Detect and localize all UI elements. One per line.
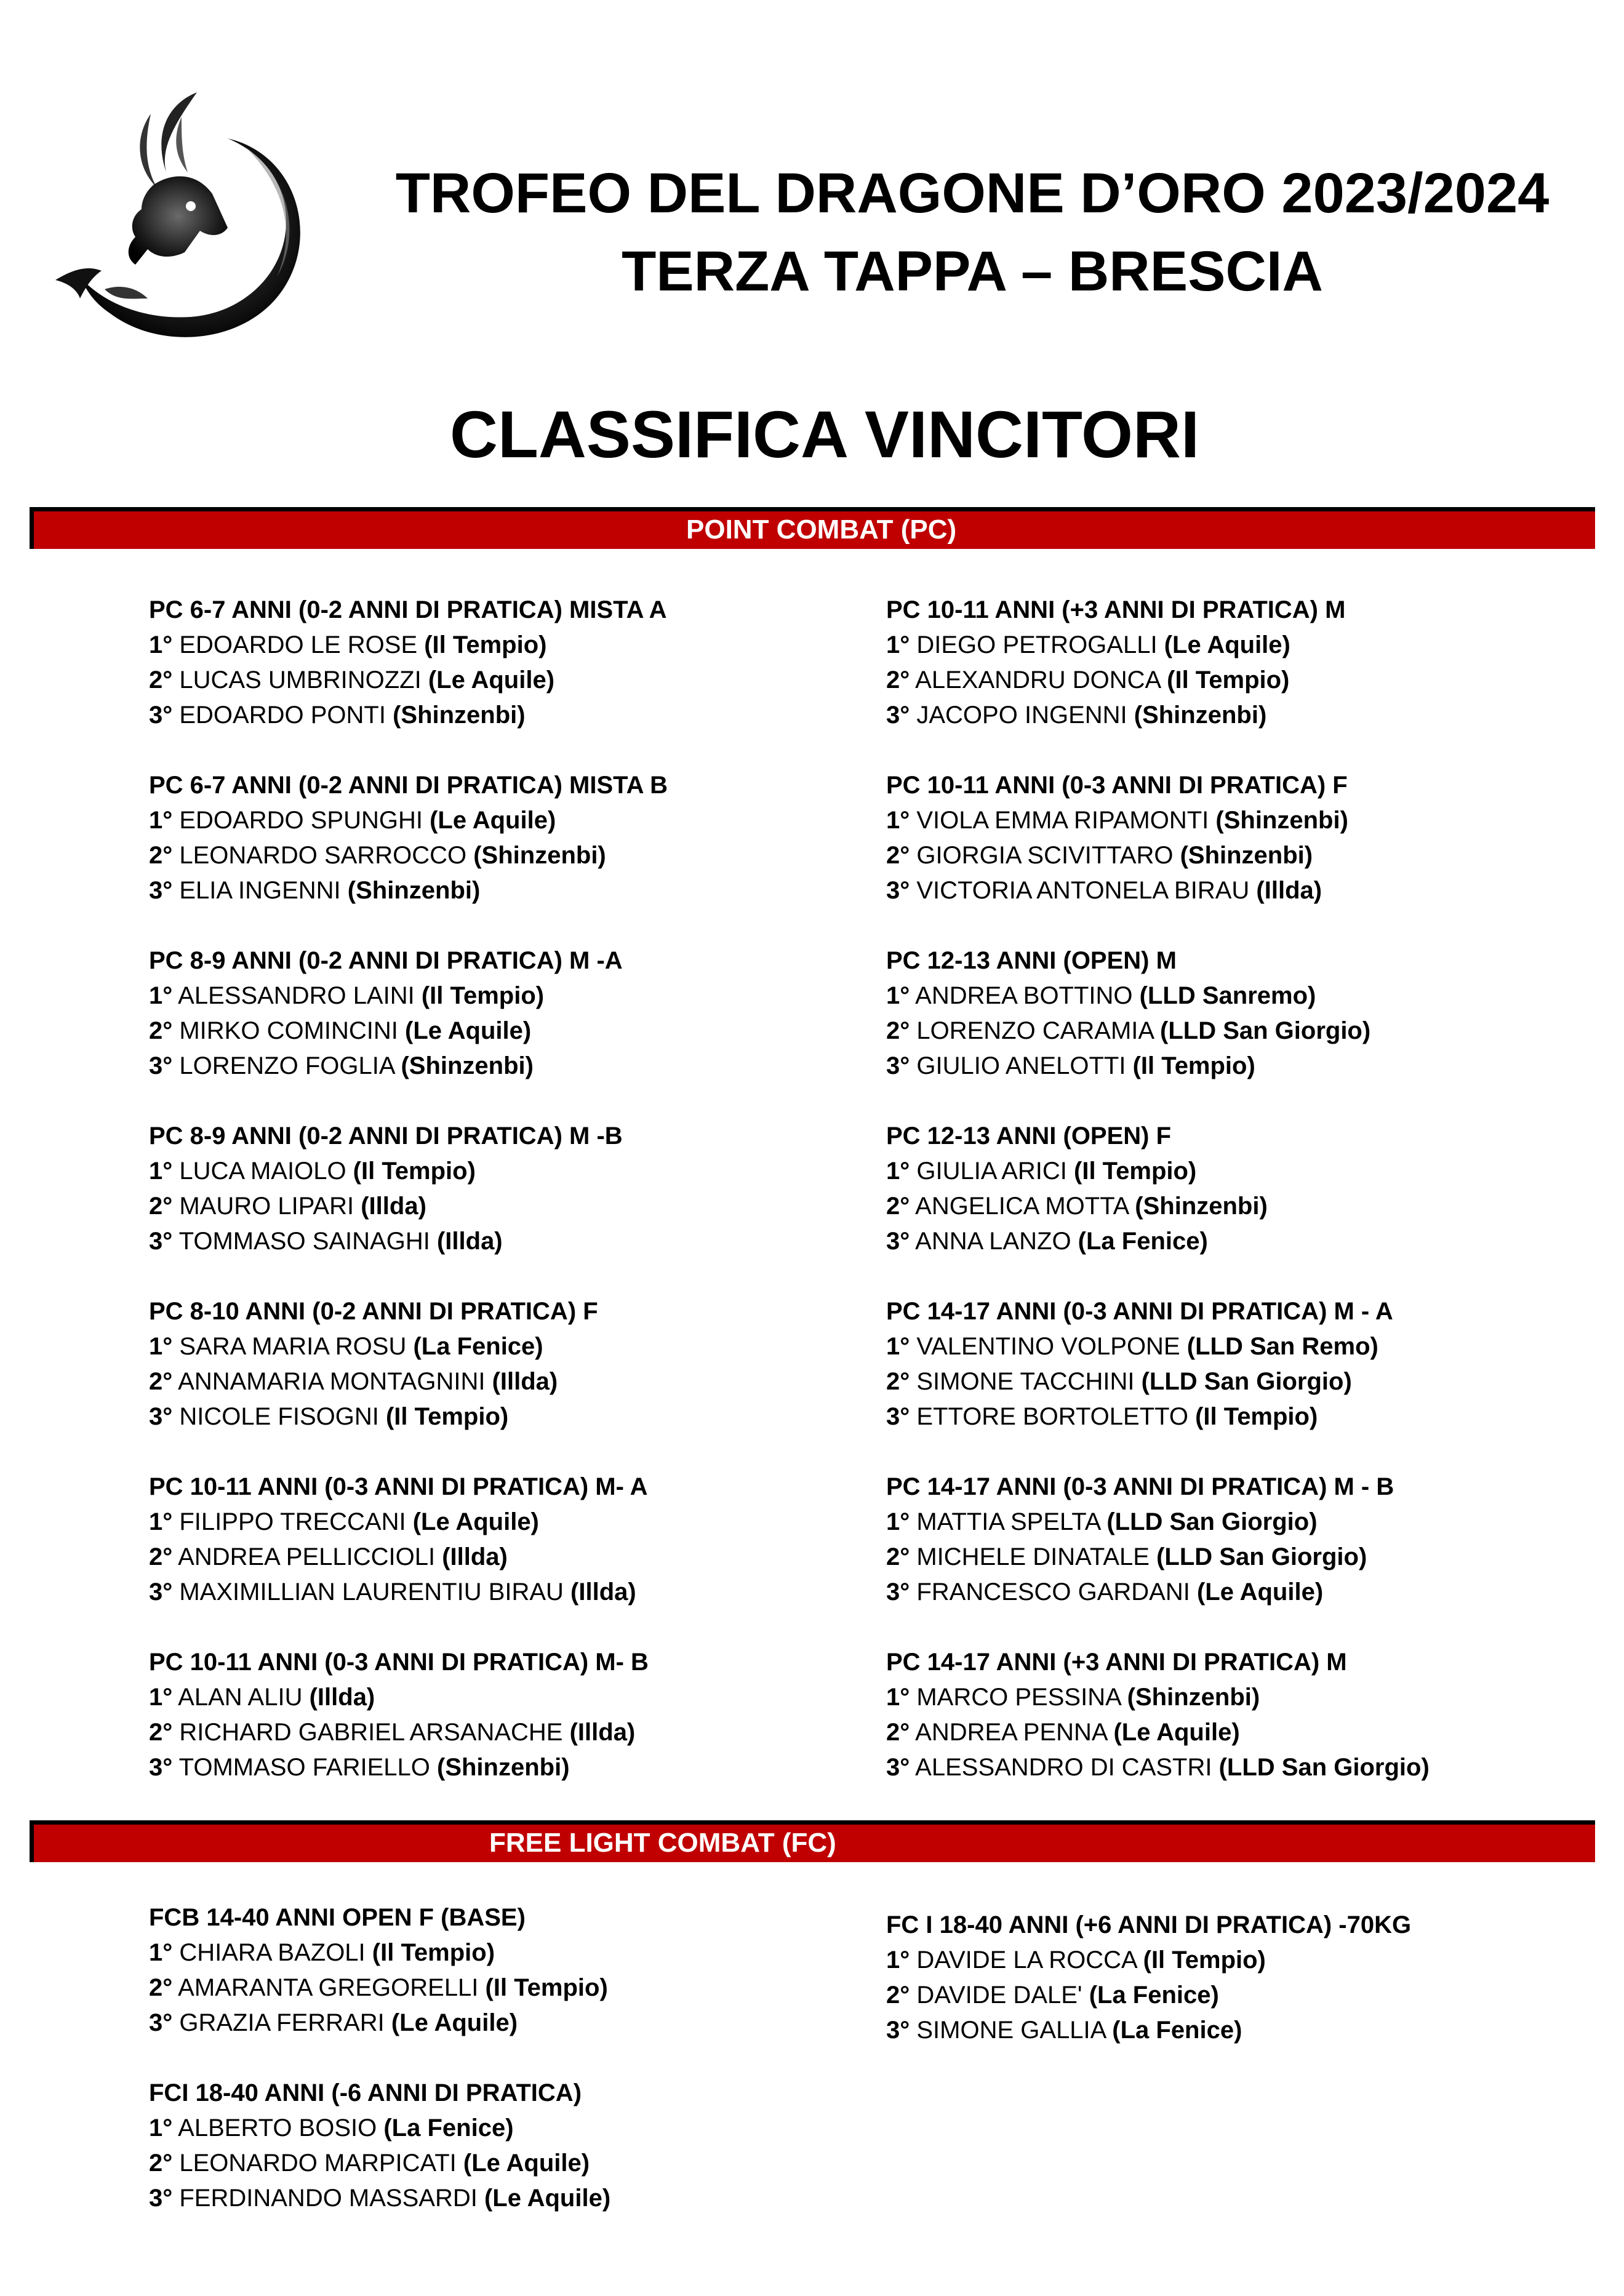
result-row [886, 1575, 1612, 1610]
placement: 1° [886, 1946, 910, 1974]
result-row [149, 1329, 875, 1364]
athlete-name: MARCO PESSINA [910, 1684, 1127, 1711]
placement: 3° [149, 1754, 173, 1781]
result-row [149, 1970, 875, 2006]
placement: 3° [886, 1052, 910, 1079]
section-label: FREE LIGHT COMBAT (FC) [489, 1828, 836, 1858]
athlete-name: ALESSANDRO LAINI [172, 982, 422, 1009]
placement: 2° [149, 666, 173, 694]
placement: 2° [149, 1974, 173, 2001]
placement: 3° [886, 702, 910, 729]
section-label: POINT COMBAT (PC) [686, 514, 957, 545]
result-row [149, 1399, 875, 1434]
category-title: PC 10-11 ANNI (0-3 ANNI DI PRATICA) F [886, 772, 1348, 799]
club-name: (Il Tempio) [353, 1158, 476, 1185]
club-name: (Il Tempio) [1143, 1946, 1266, 1974]
athlete-name: EDOARDO SPUNGHI [172, 807, 430, 834]
club-name: (Il Tempio) [1132, 1052, 1255, 1079]
category-title: FCB 14-40 ANNI OPEN F (BASE) [149, 1904, 526, 1931]
result-row [886, 1014, 1612, 1049]
club-name: (Il Tempio) [372, 1939, 495, 1966]
club-name: (Il Tempio) [1074, 1158, 1197, 1185]
club-name: (Shinzenbi) [401, 1052, 534, 1079]
category-group [886, 1119, 1612, 1259]
club-name: (Le Aquile) [1196, 1578, 1324, 1606]
section-band-point-combat [30, 507, 1595, 549]
result-row [886, 1329, 1612, 1364]
result-row [149, 1364, 875, 1399]
result-row [886, 628, 1612, 663]
club-name: (Il Tempio) [385, 1403, 509, 1430]
category-group [149, 2076, 875, 2216]
category-title: FCI 18-40 ANNI (-6 ANNI DI PRATICA) [149, 2079, 582, 2106]
placement: 2° [149, 1719, 173, 1746]
category-title: PC 12-13 ANNI (OPEN) M [886, 947, 1177, 974]
result-row [886, 1540, 1612, 1575]
athlete-name: VIOLA EMMA RIPAMONTI [910, 807, 1216, 834]
category-group [886, 593, 1612, 733]
athlete-name: SARA MARIA ROSU [172, 1333, 414, 1360]
result-row [886, 803, 1612, 838]
result-row [149, 628, 875, 663]
club-name: (Le Aquile) [428, 666, 555, 694]
result-row [149, 2006, 875, 2041]
athlete-name: TOMMASO SAINAGHI [172, 1228, 437, 1255]
category-group [149, 768, 875, 908]
club-name: (Le Aquile) [412, 1508, 539, 1535]
category-title: PC 10-11 ANNI (+3 ANNI DI PRATICA) M [886, 596, 1346, 623]
club-name: (Illda) [570, 1578, 636, 1606]
club-name: (Illda) [492, 1368, 558, 1395]
placement: 1° [886, 1333, 910, 1360]
club-name: (LLD San Giorgio) [1141, 1368, 1352, 1395]
page-subtitle: CLASSIFICA VINCITORI [449, 397, 1200, 471]
placement: 2° [149, 842, 173, 869]
category-title: PC 6-7 ANNI (0-2 ANNI DI PRATICA) MISTA A [149, 596, 667, 623]
category-group [886, 1470, 1612, 1610]
result-row [886, 1399, 1612, 1434]
placement: 1° [886, 1684, 910, 1711]
placement: 2° [886, 1982, 910, 2009]
club-name: (La Fenice) [1078, 1228, 1208, 1255]
athlete-name: DAVIDE DALE' [910, 1982, 1089, 2009]
result-row [149, 838, 875, 873]
club-name: (Shinzenbi) [393, 702, 526, 729]
athlete-name: DAVIDE LA ROCCA [910, 1946, 1143, 1974]
club-name: (Le Aquile) [1164, 631, 1290, 658]
result-row [149, 1224, 875, 1259]
category-group [149, 943, 875, 1084]
placement: 3° [886, 1403, 910, 1430]
page-title-line1: TROFEO DEL DRAGONE D’ORO 2023/2024 [395, 162, 1550, 225]
athlete-name: ETTORE BORTOLETTO [910, 1403, 1196, 1430]
section-band-free-light-combat [30, 1820, 1595, 1862]
result-row [886, 1715, 1612, 1750]
athlete-name: TOMMASO FARIELLO [172, 1754, 437, 1781]
category-group [149, 1470, 875, 1610]
category-title: PC 8-10 ANNI (0-2 ANNI DI PRATICA) F [149, 1298, 598, 1325]
placement: 1° [149, 1939, 173, 1966]
athlete-name: GIORGIA SCIVITTARO [910, 842, 1180, 869]
athlete-name: FERDINANDO MASSARDI [172, 2185, 484, 2212]
athlete-name: CHIARA BAZOLI [172, 1939, 372, 1966]
athlete-name: DIEGO PETROGALLI [910, 631, 1164, 658]
athlete-name: ALAN ALIU [172, 1684, 310, 1711]
result-row [886, 1680, 1612, 1715]
club-name: (Illda) [442, 1543, 508, 1570]
result-row [149, 698, 875, 733]
athlete-name: GIULIA ARICI [910, 1158, 1074, 1185]
page-title-line2: TERZA TAPPA – BRESCIA [622, 240, 1323, 303]
placement: 1° [149, 1333, 173, 1360]
athlete-name: LORENZO FOGLIA [172, 1052, 401, 1079]
placement: 2° [886, 1017, 910, 1044]
category-group [886, 1294, 1612, 1434]
category-group [149, 1119, 875, 1259]
club-name: (LLD San Giorgio) [1106, 1508, 1318, 1535]
athlete-name: NICOLE FISOGNI [172, 1403, 386, 1430]
result-row [149, 2146, 875, 2181]
club-name: (Il Tempio) [485, 1974, 608, 2001]
athlete-name: GRAZIA FERRARI [172, 2009, 391, 2036]
club-name: (Illda) [436, 1228, 503, 1255]
athlete-name: ANNAMARIA MONTAGNINI [172, 1368, 492, 1395]
result-row [149, 1154, 875, 1189]
club-name: (La Fenice) [413, 1333, 543, 1360]
athlete-name: ANDREA BOTTINO [910, 982, 1140, 1009]
athlete-name: AMARANTA GREGORELLI [172, 1974, 486, 2001]
placement: 2° [886, 666, 910, 694]
placement: 1° [886, 1508, 910, 1535]
athlete-name: ALBERTO BOSIO [172, 2114, 384, 2142]
club-name: (LLD San Giorgio) [1156, 1543, 1367, 1570]
category-group [149, 1645, 875, 1785]
athlete-name: EDOARDO PONTI [172, 702, 393, 729]
placement: 2° [149, 1368, 173, 1395]
athlete-name: FILIPPO TRECCANI [172, 1508, 413, 1535]
result-row [149, 1189, 875, 1224]
athlete-name: SIMONE TACCHINI [910, 1368, 1142, 1395]
result-row [149, 1575, 875, 1610]
result-row [886, 1154, 1612, 1189]
athlete-name: VALENTINO VOLPONE [910, 1333, 1187, 1360]
category-title: PC 10-11 ANNI (0-3 ANNI DI PRATICA) M- B [149, 1649, 649, 1676]
athlete-name: MATTIA SPELTA [910, 1508, 1107, 1535]
category-title: PC 14-17 ANNI (+3 ANNI DI PRATICA) M [886, 1649, 1347, 1676]
club-name: (Illda) [309, 1684, 375, 1711]
placement: 1° [886, 982, 910, 1009]
club-name: (LLD Sanremo) [1139, 982, 1316, 1009]
placement: 2° [149, 1543, 173, 1570]
category-group [149, 1294, 875, 1434]
placement: 1° [149, 982, 173, 1009]
result-row [149, 1715, 875, 1750]
result-row [886, 1189, 1612, 1224]
placement: 3° [149, 1403, 173, 1430]
athlete-name: MIRKO COMINCINI [172, 1017, 406, 1044]
result-row [149, 803, 875, 838]
category-group [149, 1900, 875, 2041]
category-title: PC 6-7 ANNI (0-2 ANNI DI PRATICA) MISTA B [149, 772, 668, 799]
athlete-name: LEONARDO MARPICATI [172, 2150, 463, 2177]
athlete-name: VICTORIA ANTONELA BIRAU [910, 877, 1257, 904]
category-title: PC 14-17 ANNI (0-3 ANNI DI PRATICA) M - B [886, 1473, 1394, 1500]
club-name: (Shinzenbi) [1135, 1193, 1268, 1220]
placement: 3° [149, 877, 173, 904]
club-name: (La Fenice) [1112, 2017, 1242, 2044]
placement: 2° [886, 1193, 910, 1220]
club-name: (Il Tempio) [1167, 666, 1290, 694]
placement: 2° [886, 1368, 910, 1395]
club-name: (Le Aquile) [484, 2185, 611, 2212]
placement: 2° [149, 1017, 173, 1044]
athlete-name: RICHARD GABRIEL ARSANACHE [172, 1719, 570, 1746]
athlete-name: LORENZO CARAMIA [910, 1017, 1160, 1044]
placement: 3° [149, 1052, 173, 1079]
placement: 1° [886, 1158, 910, 1185]
result-row [149, 1680, 875, 1715]
result-row [886, 1978, 1612, 2013]
placement: 3° [149, 1228, 173, 1255]
results-column-right [886, 593, 1612, 1820]
result-row [149, 1750, 875, 1785]
placement: 3° [149, 702, 173, 729]
result-row [149, 978, 875, 1014]
placement: 1° [886, 631, 910, 658]
results-column-right [886, 1908, 1612, 2083]
athlete-name: ANDREA PELLICCIOLI [172, 1543, 442, 1570]
placement: 3° [886, 877, 910, 904]
category-title: PC 10-11 ANNI (0-3 ANNI DI PRATICA) M- A [149, 1473, 648, 1500]
placement: 1° [149, 807, 173, 834]
category-group [886, 1645, 1612, 1785]
category-title: FC I 18-40 ANNI (+6 ANNI DI PRATICA) -70KG [886, 1911, 1412, 1938]
athlete-name: SIMONE GALLIA [910, 2017, 1113, 2044]
results-column-left [149, 593, 875, 1820]
club-name: (Shinzenbi) [347, 877, 481, 904]
category-title: PC 8-9 ANNI (0-2 ANNI DI PRATICA) M -B [149, 1122, 623, 1150]
placement: 1° [149, 1158, 173, 1185]
athlete-name: MAURO LIPARI [172, 1193, 361, 1220]
category-group [149, 593, 875, 733]
placement: 3° [149, 1578, 173, 1606]
athlete-name: LUCA MAIOLO [172, 1158, 353, 1185]
result-row [886, 873, 1612, 908]
club-name: (Le Aquile) [391, 2009, 518, 2036]
result-row [886, 1505, 1612, 1540]
category-group [886, 768, 1612, 908]
athlete-name: FRANCESCO GARDANI [910, 1578, 1197, 1606]
athlete-name: JACOPO INGENNI [910, 702, 1134, 729]
result-row [149, 1014, 875, 1049]
club-name: (Shinzenbi) [1180, 842, 1313, 869]
athlete-name: GIULIO ANELOTTI [910, 1052, 1133, 1079]
athlete-name: ALESSANDRO DI CASTRI [910, 1754, 1219, 1781]
club-name: (LLD San Giorgio) [1160, 1017, 1371, 1044]
result-row [149, 663, 875, 698]
club-name: (Shinzenbi) [1127, 1684, 1260, 1711]
result-row [886, 1750, 1612, 1785]
result-row [886, 698, 1612, 733]
placement: 3° [886, 1228, 910, 1255]
category-title: PC 14-17 ANNI (0-3 ANNI DI PRATICA) M - A [886, 1298, 1393, 1325]
club-name: (LLD San Remo) [1186, 1333, 1378, 1360]
athlete-name: ALEXANDRU DONCA [910, 666, 1167, 694]
club-name: (La Fenice) [1089, 1982, 1219, 2009]
club-name: (Illda) [361, 1193, 426, 1220]
result-row [149, 2111, 875, 2146]
placement: 1° [886, 807, 910, 834]
result-row [149, 1935, 875, 1970]
result-row [886, 1049, 1612, 1084]
results-column-left [149, 1900, 875, 2251]
placement: 2° [149, 1193, 173, 1220]
club-name: (Illda) [1256, 877, 1322, 904]
club-name: (Le Aquile) [405, 1017, 532, 1044]
placement: 1° [149, 2114, 173, 2142]
result-row [149, 2181, 875, 2216]
club-name: (Le Aquile) [1113, 1719, 1240, 1746]
dragon-logo [43, 80, 332, 369]
result-row [886, 1943, 1612, 1978]
club-name: (Illda) [569, 1719, 636, 1746]
placement: 2° [886, 1719, 910, 1746]
club-name: (Il Tempio) [424, 631, 547, 658]
athlete-name: LEONARDO SARROCCO [172, 842, 474, 869]
category-title: PC 12-13 ANNI (OPEN) F [886, 1122, 1172, 1150]
result-row [149, 1505, 875, 1540]
result-row [886, 838, 1612, 873]
result-row [886, 1364, 1612, 1399]
placement: 3° [886, 2017, 910, 2044]
athlete-name: EDOARDO LE ROSE [172, 631, 425, 658]
club-name: (Shinzenbi) [473, 842, 606, 869]
category-title: PC 8-9 ANNI (0-2 ANNI DI PRATICA) M -A [149, 947, 623, 974]
club-name: (Shinzenbi) [1134, 702, 1267, 729]
club-name: (Le Aquile) [463, 2150, 590, 2177]
result-row [886, 663, 1612, 698]
athlete-name: ANGELICA MOTTA [910, 1193, 1135, 1220]
placement: 1° [149, 1508, 173, 1535]
result-row [149, 1540, 875, 1575]
athlete-name: LUCAS UMBRINOZZI [172, 666, 428, 694]
placement: 2° [886, 842, 910, 869]
club-name: (Shinzenbi) [1215, 807, 1348, 834]
club-name: (LLD San Giorgio) [1218, 1754, 1430, 1781]
result-row [149, 1049, 875, 1084]
result-row [886, 2013, 1612, 2048]
placement: 3° [886, 1578, 910, 1606]
result-row [149, 873, 875, 908]
placement: 1° [149, 1684, 173, 1711]
club-name: (Il Tempio) [1195, 1403, 1318, 1430]
category-group [886, 943, 1612, 1084]
placement: 1° [149, 631, 173, 658]
club-name: (Il Tempio) [421, 982, 545, 1009]
category-group [886, 1908, 1612, 2048]
result-row [886, 1224, 1612, 1259]
placement: 3° [149, 2185, 173, 2212]
placement: 2° [149, 2150, 173, 2177]
result-row [886, 978, 1612, 1014]
athlete-name: MAXIMILLIAN LAURENTIU BIRAU [172, 1578, 571, 1606]
athlete-name: MICHELE DINATALE [910, 1543, 1157, 1570]
athlete-name: ELIA INGENNI [172, 877, 348, 904]
placement: 3° [149, 2009, 173, 2036]
club-name: (Le Aquile) [430, 807, 556, 834]
athlete-name: ANDREA PENNA [910, 1719, 1114, 1746]
club-name: (Shinzenbi) [437, 1754, 570, 1781]
placement: 2° [886, 1543, 910, 1570]
club-name: (La Fenice) [383, 2114, 514, 2142]
placement: 3° [886, 1754, 910, 1781]
athlete-name: ANNA LANZO [910, 1228, 1078, 1255]
